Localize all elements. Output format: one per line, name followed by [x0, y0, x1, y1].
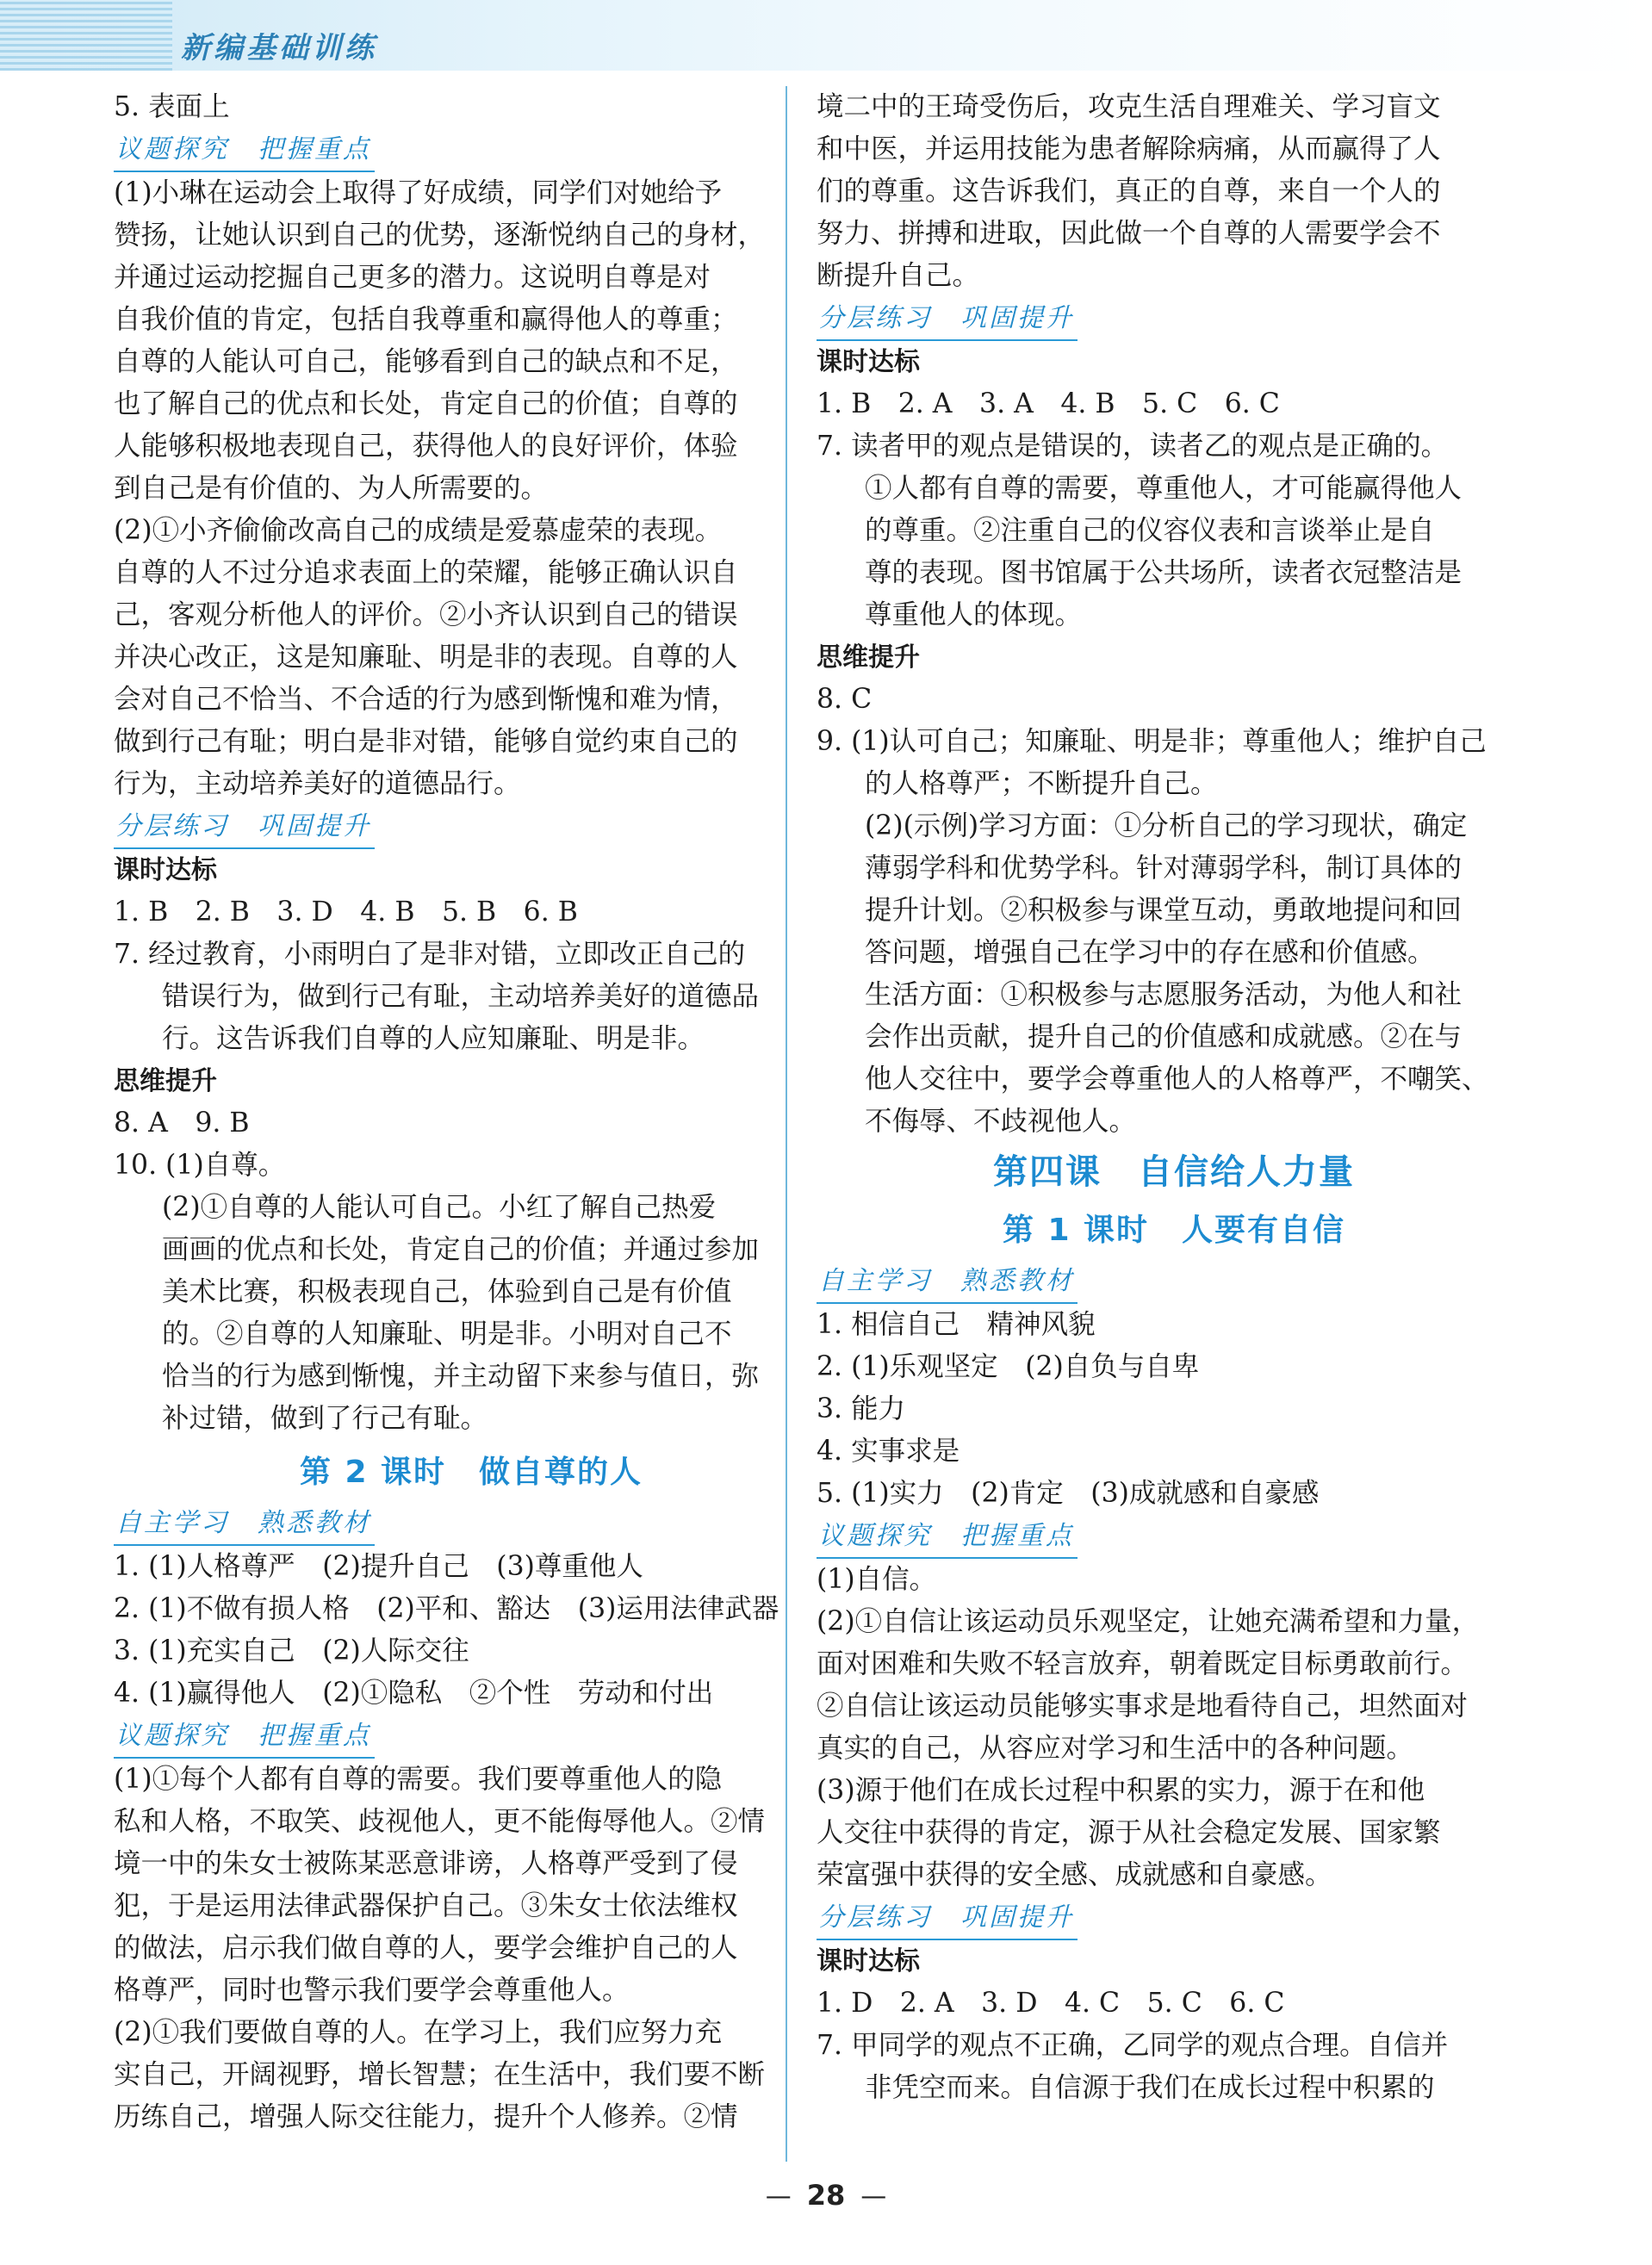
answer-line: 自我价值的肯定，包括自我尊重和赢得他人的尊重； [114, 304, 738, 335]
answer-line-indented: 薄弱学科和优势学科。针对薄弱学科，制订具体的 [865, 853, 1463, 884]
answer-line: 断提升自己。 [817, 260, 980, 291]
answer-line: 并决心改正，这是知廉耻、明是非的表现。自尊的人 [114, 642, 738, 673]
section-heading: 议题探究 把握重点 [114, 1715, 375, 1759]
answer-line: (2)①我们要做自尊的人。在学习上，我们应努力充 [114, 2017, 723, 2048]
answer-line: 10. (1)自尊。 [114, 1150, 286, 1181]
answer-line: 荣富强中获得的安全感、成就感和自豪感。 [817, 1859, 1332, 1890]
answer-line-indented: 会作出贡献，提升自己的价值感和成就感。②在与 [865, 1021, 1463, 1052]
answer-line-indented: 答问题，增强自己在学习中的存在感和价值感。 [865, 937, 1435, 968]
answer-line: 人能够积极地表现自己，获得他人的良好评价，体验 [114, 431, 738, 462]
answer-line: (1)①每个人都有自尊的需要。我们要尊重他人的隐 [114, 1764, 723, 1795]
section-heading-row [817, 1260, 1531, 1304]
answer-line-indented: 的尊重。②注重自己的仪容仪表和言谈举止是自 [865, 515, 1435, 546]
answer-line: 5. 表面上 [114, 91, 230, 122]
answer-line: 到自己是有价值的、为人所需要的。 [114, 473, 549, 504]
answer-line-indented: 的人格尊严；不断提升自己。 [865, 768, 1218, 799]
subsection-heading: 课时达标 [817, 347, 920, 377]
answer-line: 行为，主动培养美好的道德品行。 [114, 768, 521, 799]
section-heading-row [114, 805, 829, 849]
answer-line: (1)小琳在运动会上取得了好成绩，同学们对她给予 [114, 177, 723, 208]
answer-line: 私和人格，不取笑、歧视他人，更不能侮辱他人。②情 [114, 1806, 766, 1837]
answer-line: 2. (1)乐观坚定 (2)自负与自卑 [817, 1351, 1200, 1382]
answer-line: 做到行己有耻；明白是非对错，能够自觉约束自己的 [114, 726, 738, 757]
section-heading: 议题探究 把握重点 [817, 1515, 1078, 1559]
answer-line-indented: 恰当的行为感到惭愧，并主动留下来参与值日，弥 [162, 1361, 760, 1392]
lesson-title: 第四课 自信给人力量 [993, 1152, 1355, 1192]
answer-line: 5. (1)实力 (2)肯定 (3)成就感和自豪感 [817, 1478, 1320, 1509]
answer-line-indented: 提升计划。②积极参与课堂互动，勇敢地提问和回 [865, 895, 1463, 926]
answer-line: 7. 经过教育，小雨明白了是非对错，立即改正自己的 [114, 939, 746, 970]
section-heading: 自主学习 熟悉教材 [114, 1502, 375, 1546]
section-heading-row [114, 1502, 829, 1546]
book-series-title: 新编基础训练 [181, 31, 377, 65]
answer-line: 1. B 2. B 3. D 4. B 5. B 6. B [114, 897, 578, 928]
section-heading: 议题探究 把握重点 [114, 128, 375, 172]
answer-line: (2)①自信让该运动员乐观坚定，让她充满希望和力量， [817, 1606, 1480, 1637]
answer-line: 人交往中获得的肯定，源于从社会稳定发展、国家繁 [817, 1817, 1441, 1848]
answer-line: 1. B 2. A 3. A 4. B 5. C 6. C [817, 388, 1280, 419]
answer-line: ②自信让该运动员能够实事求是地看待自己，坦然面对 [817, 1691, 1469, 1722]
answer-line: 7. 甲同学的观点不正确，乙同学的观点合理。自信并 [817, 2030, 1449, 2061]
section-heading-row [817, 1515, 1531, 1559]
answer-line: 1. 相信自己 精神风貌 [817, 1309, 1096, 1340]
answer-line: 会对自己不恰当、不合适的行为感到惭愧和难为情， [114, 684, 738, 715]
answer-line: 8. A 9. B [114, 1108, 250, 1139]
subsection-heading: 思维提升 [114, 1066, 217, 1096]
section-heading-row [114, 1715, 829, 1759]
subsection-heading: 课时达标 [817, 1946, 920, 1976]
answer-line: 8. C [817, 684, 873, 715]
answer-line-indented: 美术比赛，积极表现自己，体验到自己是有价值 [162, 1276, 732, 1307]
answer-line: 们的尊重。这告诉我们，真正的自尊，来自一个人的 [817, 176, 1441, 207]
answer-line-indented: 行。这告诉我们自尊的人应知廉耻、明是非。 [162, 1023, 705, 1054]
answer-line: 4. 实事求是 [817, 1436, 960, 1467]
lesson-subtitle: 第 2 课时 做自尊的人 [299, 1455, 643, 1490]
answer-line-indented: 尊重他人的体现。 [865, 599, 1083, 630]
answer-line-indented: 生活方面：①积极参与志愿服务活动，为他人和社 [865, 979, 1463, 1010]
subsection-heading: 思维提升 [817, 642, 920, 673]
header-stripes [0, 0, 172, 71]
answer-line-indented: 补过错，做到了行己有耻。 [162, 1403, 488, 1434]
answer-line: 的做法，启示我们做自尊的人，要学会维护自己的人 [114, 1933, 738, 1964]
answer-line: 历练自己，增强人际交往能力，提升个人修养。②情 [114, 2101, 738, 2132]
answer-line: 并通过运动挖掘自己更多的潜力。这说明自尊是对 [114, 262, 711, 293]
answer-line-indented: (2)(示例)学习方面：①分析自己的学习现状，确定 [865, 810, 1468, 841]
page-footer [0, 2179, 1652, 2212]
answer-line: (2)①小齐偷偷改高自己的成绩是爱慕虚荣的表现。 [114, 515, 723, 546]
answer-line-indented: 尊的表现。图书馆属于公共场所，读者衣冠整洁是 [865, 557, 1463, 588]
answer-line-indented: 的。②自尊的人知廉耻、明是非。小明对自己不 [162, 1319, 732, 1350]
answer-line-indented: 不侮辱、不歧视他人。 [865, 1106, 1137, 1137]
answer-line-indented: 错误行为，做到行己有耻，主动培养美好的道德品 [162, 981, 760, 1012]
answer-line: 赞扬，让她认识到自己的优势，逐渐悦纳自己的身材， [114, 220, 766, 251]
answer-line-indented: 画画的优点和长处，肯定自己的价值；并通过参加 [162, 1234, 760, 1265]
section-heading: 自主学习 熟悉教材 [817, 1260, 1078, 1304]
answer-line: 境一中的朱女士被陈某恶意诽谤，人格尊严受到了侵 [114, 1848, 738, 1879]
answer-line: 9. (1)认可自己；知廉耻、明是非；尊重他人；维护自己 [817, 726, 1487, 757]
section-heading-row [817, 297, 1531, 341]
answer-line: 2. (1)不做有损人格 (2)平和、豁达 (3)运用法律武器 [114, 1593, 779, 1624]
answer-line: 3. 能力 [817, 1393, 906, 1424]
section-heading-row [114, 128, 829, 172]
answer-line: 1. (1)人格尊严 (2)提升自己 (3)尊重他人 [114, 1551, 643, 1582]
answer-line: 努力、拼搏和进取，因此做一个自尊的人需要学会不 [817, 218, 1441, 249]
answer-line: 4. (1)赢得他人 (2)①隐私 ②个性 劳动和付出 [114, 1678, 714, 1709]
answer-line: 境二中的王琦受伤后，攻克生活自理难关、学习盲文 [817, 91, 1441, 122]
answer-line-indented: (2)①自尊的人能认可自己。小红了解自己热爱 [162, 1192, 717, 1223]
right-column [817, 86, 1531, 2109]
answer-line-indented: ①人都有自尊的需要，尊重他人，才可能赢得他人 [865, 473, 1463, 504]
answer-line: 格尊严，同时也警示我们要学会尊重他人。 [114, 1975, 630, 2006]
section-heading: 分层练习 巩固提升 [817, 297, 1078, 341]
answer-line: (1)自信。 [817, 1564, 937, 1595]
section-heading-row [817, 1896, 1531, 1940]
answer-line: 己，客观分析他人的评价。②小齐认识到自己的错误 [114, 599, 738, 630]
page-number: 28 [806, 2179, 846, 2212]
footer-dash-right: — [860, 2181, 887, 2212]
left-column [114, 86, 829, 2138]
answer-line: 也了解自己的优点和长处，肯定自己的价值；自尊的 [114, 388, 738, 419]
page-header-band [0, 0, 1652, 71]
answer-line: 面对困难和失败不轻言放弃，朝着既定目标勇敢前行。 [817, 1648, 1469, 1679]
section-heading: 分层练习 巩固提升 [114, 805, 375, 849]
answer-line: (3)源于他们在成长过程中积累的实力，源于在和他 [817, 1775, 1425, 1806]
answer-line: 和中医，并运用技能为患者解除病痛，从而赢得了人 [817, 133, 1441, 164]
answer-line: 自尊的人不过分追求表面上的荣耀，能够正确认识自 [114, 557, 738, 588]
answer-line: 犯，于是运用法律武器保护自己。③朱女士依法维权 [114, 1890, 738, 1921]
answer-line: 真实的自己，从容应对学习和生活中的各种问题。 [817, 1733, 1414, 1764]
answer-line: 1. D 2. A 3. D 4. C 5. C 6. C [817, 1988, 1285, 2019]
answer-line: 7. 读者甲的观点是错误的，读者乙的观点是正确的。 [817, 431, 1449, 462]
answer-line-indented: 非凭空而来。自信源于我们在成长过程中积累的 [865, 2072, 1435, 2103]
answer-line-indented: 他人交往中，要学会尊重他人的人格尊严，不嘲笑、 [865, 1064, 1489, 1095]
lesson-subtitle: 第 1 课时 人要有自信 [1002, 1213, 1346, 1248]
answer-line: 3. (1)充实自己 (2)人际交往 [114, 1635, 469, 1666]
section-heading: 分层练习 巩固提升 [817, 1896, 1078, 1940]
footer-dash-left: — [765, 2181, 792, 2212]
answer-line: 自尊的人能认可自己，能够看到自己的缺点和不足， [114, 346, 738, 377]
subsection-heading: 课时达标 [114, 855, 217, 885]
answer-line: 实自己，开阔视野，增长智慧；在生活中，我们要不断 [114, 2059, 766, 2090]
